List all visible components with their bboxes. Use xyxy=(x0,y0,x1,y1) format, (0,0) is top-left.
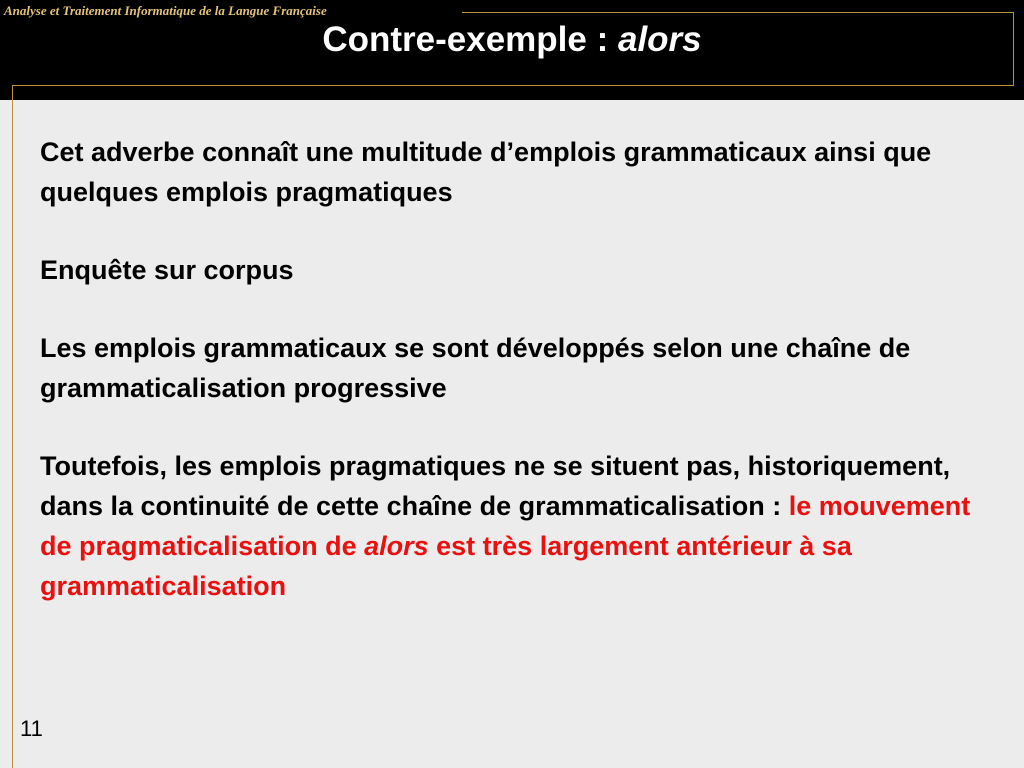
paragraph-4-intro: Toutefois, les emplois pragmatiques ne se situent pas, historiquement, dans la continuité de cette chaîne de grammaticalisation : xyxy=(40,451,951,521)
paragraph-3: Les emplois grammaticaux se sont développés selon une chaîne de grammaticalisation progressive xyxy=(40,333,911,403)
organization-name: Analyse et Traitement Informatique de la Langue Française xyxy=(4,3,327,18)
paragraph-1: Cet adverbe connaît une multitude d’emplois grammaticaux ainsi que quelques emplois pragmatiques xyxy=(40,137,932,207)
slide-body xyxy=(40,132,990,644)
paragraph-2: Enquête sur corpus xyxy=(40,255,294,285)
page-number: 11 xyxy=(20,716,43,741)
slide-title-emphasis: alors xyxy=(617,20,702,59)
paragraph-4 xyxy=(40,446,990,606)
slide-title xyxy=(0,20,1024,60)
header-top-rule xyxy=(462,12,1014,13)
slide-title-main: Contre-exemple : xyxy=(322,20,618,59)
paragraph-4-highlight-2: est très largement antérieur à sa grammaticalisation xyxy=(40,531,852,601)
paragraph-4-highlight-1: le mouvement de pragmaticalisation de xyxy=(40,491,971,561)
header-bottom-rule xyxy=(12,85,1014,86)
body-left-rule xyxy=(12,85,13,768)
paragraph-4-highlight-emphasis: alors xyxy=(364,531,429,561)
